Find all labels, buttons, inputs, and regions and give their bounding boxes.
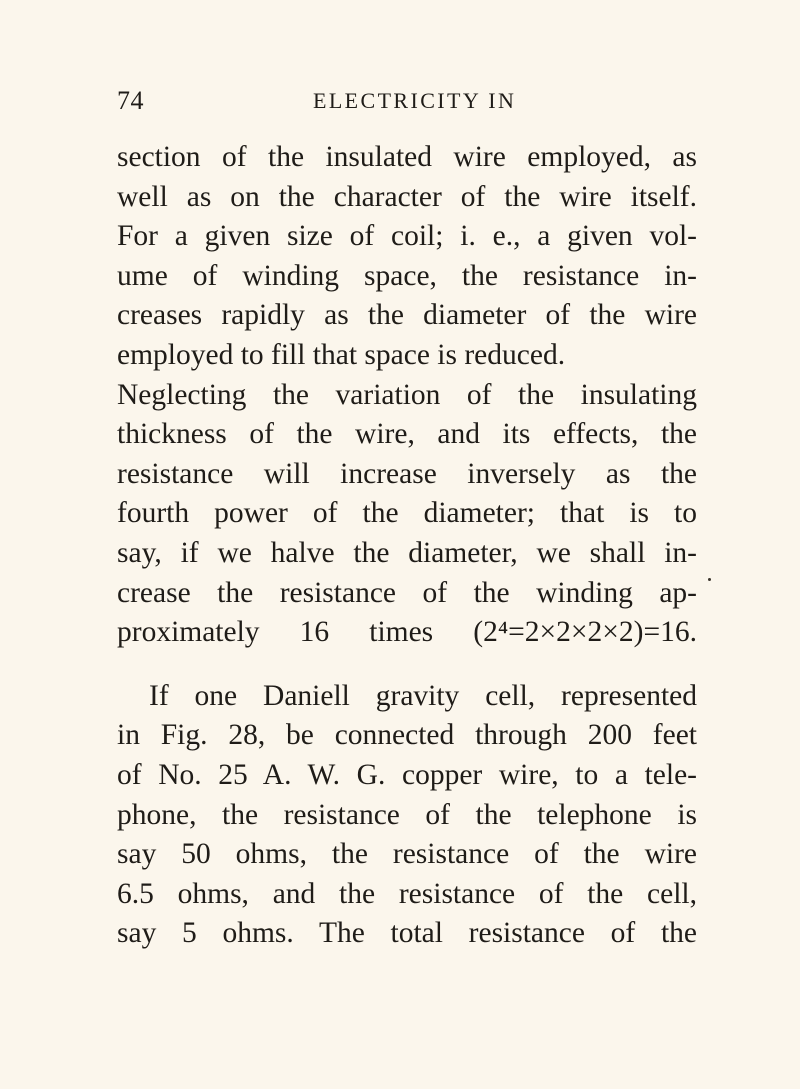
text-line: say, if we halve the diameter, we shall in- — [117, 536, 697, 569]
text-line: employed to fill that space is reduced. — [117, 338, 566, 371]
text-line: section of the insulated wire employed, as — [117, 141, 697, 173]
page-number: 74 — [117, 86, 144, 115]
paragraph-gap — [117, 653, 697, 677]
text-line: resistance will increase inversely as the — [117, 457, 697, 490]
text-line: For a given size of coil; i. e., a given vol- — [117, 220, 697, 253]
ink-speck — [708, 578, 711, 581]
text-line: ume of winding space, the resistance in- — [117, 259, 697, 292]
running-title: ELECTRICITY IN — [313, 88, 517, 113]
text-line: 6.5 ohms, and the resistance of the cell, — [117, 877, 697, 910]
running-head — [117, 86, 687, 120]
text-line: If one Daniell gravity cell, represented — [149, 679, 697, 712]
text-line: of No. 25 A. W. G. copper wire, to a tele- — [117, 758, 697, 791]
paragraph — [117, 138, 697, 653]
text-line: proximately 16 times (2⁴=2×2×2×2)=16. — [117, 616, 697, 649]
text-line: creases rapidly as the diameter of the wire — [117, 299, 697, 332]
text-line: well as on the character of the wire itself. — [117, 180, 697, 213]
text-line: crease the resistance of the winding ap- — [117, 576, 697, 609]
text-line: say 5 ohms. The total resistance of the — [117, 917, 697, 950]
text-line: fourth power of the diameter; that is to — [117, 497, 697, 530]
text-line: thickness of the wire, and its effects, the — [117, 418, 697, 451]
text-line: phone, the resistance of the telephone is — [117, 798, 697, 831]
text-line: Neglecting the variation of the insulating — [117, 378, 697, 411]
text-line: in Fig. 28, be connected through 200 feet — [117, 719, 697, 752]
body-text — [117, 138, 697, 954]
text-line: say 50 ohms, the resistance of the wire — [117, 838, 697, 871]
paragraph — [117, 677, 697, 954]
